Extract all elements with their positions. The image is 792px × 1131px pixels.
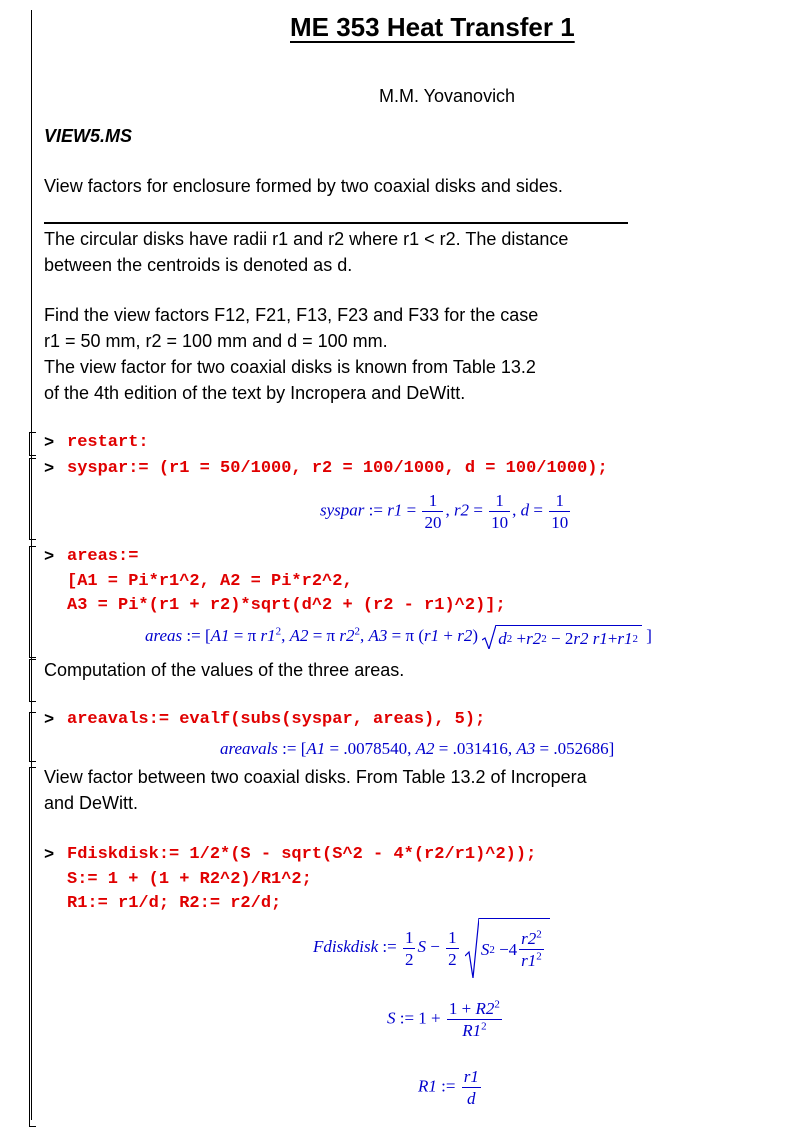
text-group-bracket[interactable] — [29, 659, 36, 702]
section-divider — [44, 222, 628, 224]
description-line-2: between the centroids is denoted as d. — [44, 255, 353, 275]
restart-command[interactable]: restart: — [67, 433, 149, 452]
areas-output: areas := [A1 = π $r1^2$, A2 = π $r2^2$, A3 = π (r1 + r2) d 2 + r2 2 − 2 r2 r1 + r1 2 ] — [145, 625, 652, 648]
exec-group-bracket[interactable] — [29, 458, 36, 540]
areavals-command[interactable]: areavals:= evalf(subs(syspar, areas), 5); — [67, 710, 486, 729]
exec-group-bracket[interactable] — [29, 432, 36, 456]
areavals-output: areavals := [A1 = .0078540, A2 = .031416, A3 = .052686] — [220, 739, 615, 758]
exec-group-bracket[interactable] — [29, 767, 36, 1127]
intro-text: View factors for enclosure formed by two coaxial disks and sides. — [44, 176, 563, 196]
exec-group-bracket[interactable] — [29, 546, 36, 658]
problem-line-4: of the 4th edition of the text by Incropera and DeWitt. — [44, 383, 466, 403]
viewfactor-line-2: and DeWitt. — [44, 793, 139, 813]
syspar-command[interactable]: syspar:= (r1 = 50/1000, r2 = 100/1000, d = 100/1000); — [67, 459, 608, 478]
sqrt-icon — [465, 918, 479, 978]
worksheet-filename: VIEW5.MS — [44, 126, 133, 146]
s-output: S := 1 + $\frac{1 + R2^2}{R1^2}$ — [387, 998, 500, 1040]
comment-areas: Computation of the values of the three areas. — [44, 660, 405, 680]
viewfactor-line-1: View factor between two coaxial disks. From Table 13.2 of Incropera — [44, 767, 587, 787]
document-title: ME 353 Heat Transfer 1 — [290, 12, 575, 42]
problem-line-1: Find the view factors F12, F21, F13, F23 and F33 for the case — [44, 305, 539, 325]
fdiskdisk-command[interactable]: Fdiskdisk:= 1/2*(S - sqrt(S^2 - 4*(r2/r1)^2)); S:= 1 + (1 + R2^2)/R1^2; R1:= r1/d; R2:= r2/d; — [67, 845, 537, 913]
input-prompt: > — [44, 434, 55, 453]
sqrt-icon — [482, 625, 496, 649]
description-line-1: The circular disks have radii r1 and r2 where r1 < r2. The distance — [44, 229, 569, 249]
problem-line-3: The view factor for two coaxial disks is known from Table 13.2 — [44, 357, 536, 377]
input-prompt: > — [44, 460, 55, 479]
areas-command[interactable]: areas:= [A1 = Pi*r1^2, A2 = Pi*r2^2, A3 = Pi*(r1 + r2)*sqrt(d^2 + (r2 - r1)^2)]; — [67, 547, 506, 615]
fdiskdisk-output: Fdiskdisk := $\frac{1}{2}$ S − $\frac{1}{2}$ S 2 − 4 $\frac{r2^2}{r1^2}$ — [313, 918, 550, 978]
r1-output: R1 := $\frac{r1}{d}$ — [418, 1067, 479, 1108]
author-line: M.M. Yovanovich — [379, 86, 516, 106]
exec-group-bracket[interactable] — [29, 712, 36, 762]
input-prompt: > — [44, 548, 55, 567]
syspar-output: syspar := r1 = $\frac{1}{20}$ , r2 = $\frac{1}{10}$ , d = $\frac{1}{10}$ — [320, 491, 569, 532]
input-prompt: > — [44, 846, 55, 865]
input-prompt: > — [44, 711, 55, 730]
problem-line-2: r1 = 50 mm, r2 = 100 mm and d = 100 mm. — [44, 331, 388, 351]
